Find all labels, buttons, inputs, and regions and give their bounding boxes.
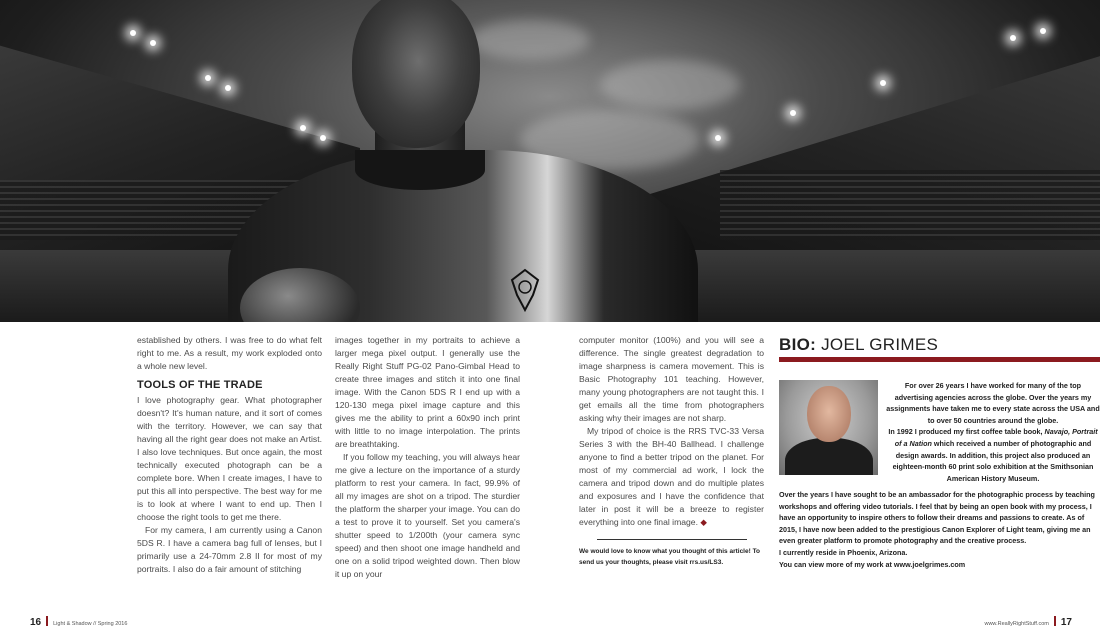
bio-paragraph: For over 26 years I have worked for many of the top advertising agencies across the globe. Over the years my assignments have taken me to every state across the USA and to over 50 countries around the globe. [886, 381, 1100, 425]
stadium-light [1040, 28, 1046, 34]
bio-title [779, 335, 938, 355]
stadium-light [320, 135, 326, 141]
bio-text-span: In 1992 I produced my first coffee table book, [888, 427, 1045, 437]
stadium-light [205, 75, 211, 81]
bio-name: JOEL GRIMES [821, 335, 939, 354]
section-heading: TOOLS OF THE TRADE [137, 379, 263, 391]
bio-label: BIO: [779, 335, 817, 354]
paragraph: I love photography gear. What photographer doesn't? It's human nature, and it sort of comes with the territory. However, we can say that having all the right gear does not make an Artist. I also love techniques. But once again, the most technically executed photograph can be a complete bore. When I create images, I have to put this all into perspective. The best way for me is to look at where I want to end up. Then I choose the right tools to get me there. [137, 395, 322, 522]
stadium-light [880, 80, 886, 86]
cloud [600, 60, 740, 110]
paragraph: established by others. I was free to do what felt right to me. As a result, my work exploded onto a whole new level. [137, 335, 322, 371]
paragraph [579, 425, 764, 529]
publication-name: Light & Shadow // Spring 2016 [53, 621, 128, 627]
paragraph: For my camera, I am currently using a Canon 5DS R. I have a camera bag full of lenses, but I primarily use a 24-70mm 2.8 II for most of my portraits. I also do a fair amount of stitching [137, 525, 322, 574]
article-column-2 [335, 334, 520, 581]
player-head [352, 0, 480, 148]
end-mark-icon: ◆ [700, 517, 707, 527]
jersey-crest-icon [500, 265, 550, 315]
stadium-light [790, 110, 796, 116]
bio-text-continued [779, 489, 1100, 570]
bio-text-span: which received a number of photographic and design awards. In addition, this project also produced an eighteen-month 60 print solo exhibition at the Smithsonian American History Museum. [892, 438, 1094, 483]
bio-website[interactable]: You can view more of my work at www.joelgrimes.com [779, 559, 966, 569]
bio-paragraph [886, 426, 1100, 484]
feedback-note: We would love to know what you thought of this article! To send us your thoughts, please visit rrs.us/LS3. [579, 548, 761, 566]
stadium-light [715, 135, 721, 141]
folio-right [984, 616, 1072, 628]
stadium-light [130, 30, 136, 36]
page-number-left: 16 [30, 617, 42, 628]
stadium-light [225, 85, 231, 91]
paragraph: images together in my portraits to achieve a larger mega pixel output. I generally use the Really Right Stuff PG-02 Pano-Gimbal Head to create three images and stitch it into one final image. With the Canon 5DS R I end up with a 120-130 mega pixel image capture and this gives me the ability to print a 60x90 inch print with little to no image interpolation. The prints are breathtaking. [335, 335, 520, 449]
stadium-light [1010, 35, 1016, 41]
divider [597, 539, 747, 540]
seat-rows-right [720, 170, 1100, 240]
page-number-right: 17 [1060, 617, 1072, 628]
book-title: Navajo, Portrait of a Nation [894, 427, 1098, 448]
article-column-3 [579, 334, 764, 568]
folio-separator [1054, 616, 1056, 626]
paragraph: If you follow my teaching, you will always hear me give a lecture on the importance of a sturdy platform to rest your camera. In fact, 99.9% of all my images are shot on a tripod. The sturdier the platform the sharper your image. You can do a test to prove it to yourself. Set you camera's shutter speed to 1/200th (your camera sync speed) and then shoot one image handheld and one on a solid tripod weighted down. Then blow it up on your [335, 452, 520, 579]
stadium-light [300, 125, 306, 131]
portrait-photo-icon [779, 380, 878, 475]
cloud [470, 20, 590, 60]
bio-paragraph: Over the years I have sought to be an ambassador for the photographic process by teaching workshops and offering video tutorials. I feel that by being an open book with my process, I have an opportunity to inspire others to follow their dreams and passions to create. As of 2015, I have now been added to the prestigious Canon Explorer of Light team, giving me an even greater platform to promote photography and the creative process. [779, 490, 1095, 546]
folio-left [30, 616, 127, 628]
stadium-light [150, 40, 156, 46]
bio-text-intro [886, 380, 1100, 484]
folio-separator [46, 616, 48, 626]
website-link[interactable]: www.ReallyRightStuff.com [984, 621, 1049, 627]
portrait-head [807, 386, 851, 442]
jersey-collar [355, 150, 485, 190]
bio-paragraph: I currently reside in Phoenix, Arizona. [779, 547, 908, 557]
article-column-1 [137, 334, 322, 576]
paragraph: computer monitor (100%) and you will see a difference. The single greatest degradation to image sharpness is camera movement. This is Basic Photography 101 teaching. However, many young photographers are not taught this. I get emails all the time from photographers asking why their images are not sharp. [579, 335, 764, 423]
paragraph-text: My tripod of choice is the RRS TVC-33 Versa Series 3 with the BH-40 Ballhead. I challenge anyone to find a better tripod on the planet. For most of my commercial ad work, I lock the camera and tripod down and do multiple plates and exposures and I have the confidence that later in post it will be a breeze to register everything into one final image. [579, 426, 764, 527]
portrait-shirt [785, 438, 873, 475]
bio-accent-bar [779, 357, 1100, 362]
